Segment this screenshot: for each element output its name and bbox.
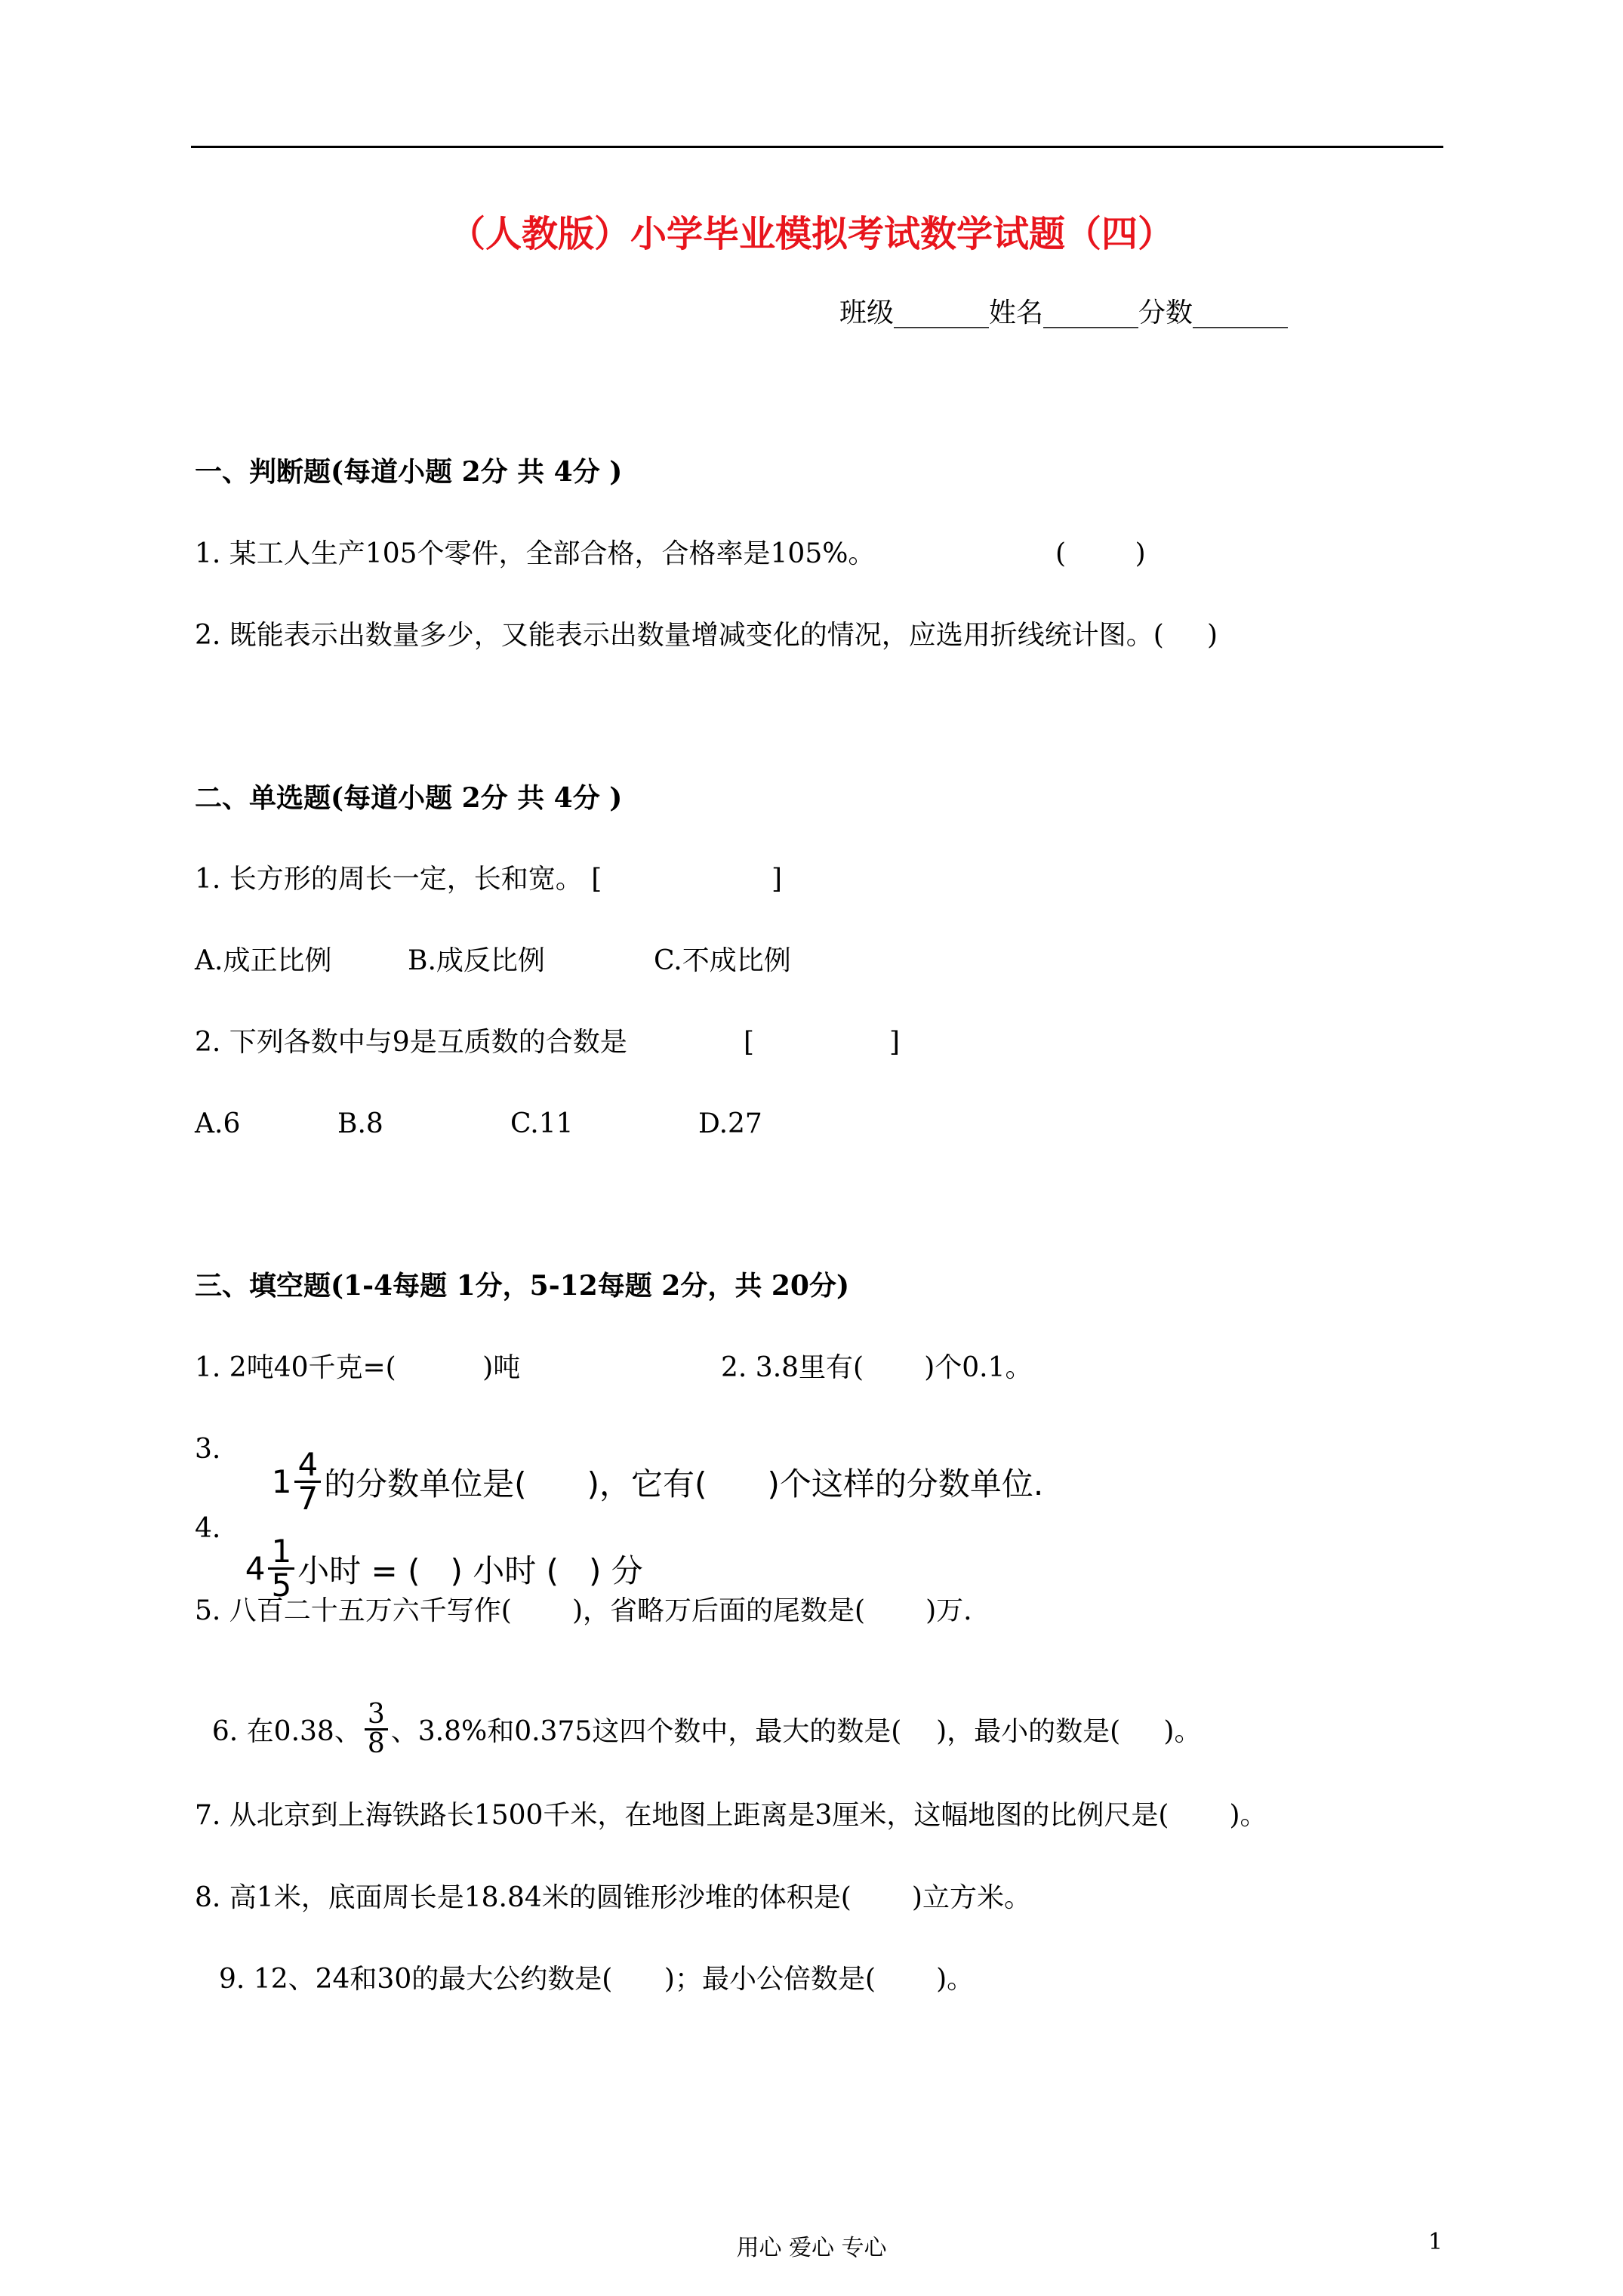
section2-heading: 二、单选题(每道小题 2分 共 4分 ) — [195, 782, 623, 814]
s3-question-3-number: 3. — [195, 1434, 221, 1465]
s3-q4-numerator: 1 — [271, 1533, 292, 1570]
page-title: （人教版）小学毕业模拟考试数学试题（四） — [448, 213, 1174, 255]
s1-question-2: 2. 既能表示出数量多少，又能表示出数量增减变化的情况，应选用折线统计图。( ) — [195, 620, 1218, 651]
s2-q2-option-c[interactable]: C.11 — [510, 1108, 574, 1139]
s2-question-2-close: ] — [889, 1027, 901, 1058]
s2-q2-option-d[interactable]: D.27 — [698, 1108, 762, 1139]
s3-question-4-number: 4. — [195, 1513, 221, 1544]
s3-q6-denominator: 8 — [365, 1728, 388, 1758]
s3-q3-text: 的分数单位是( )，它有( )个这样的分数单位. — [324, 1465, 1044, 1502]
header-fields: 班级_______姓名_______分数_______ — [839, 297, 1289, 328]
page-footer: 用心 爱心 专心 — [736, 2235, 887, 2261]
s2-question-1-close: ] — [771, 864, 783, 895]
s2-question-2-open: [ — [744, 1027, 755, 1058]
s3-q3-whole: 1 — [271, 1463, 292, 1500]
s3-q4-denominator: 5 — [268, 1567, 294, 1601]
s2-q1-option-c[interactable]: C.不成比例 — [654, 945, 791, 976]
s3-q4-fraction — [268, 1533, 294, 1604]
s3-question-1: 1. 2吨40千克=( )吨 — [195, 1352, 521, 1383]
s3-q4-whole: 4 — [245, 1550, 266, 1587]
page-number: 1 — [1428, 2229, 1443, 2255]
section1-heading: 一、判断题(每道小题 2分 共 4分 ) — [195, 456, 623, 488]
s1-question-1: 1. 某工人生产105个零件，全部合格，合格率是105%。 — [195, 538, 876, 569]
s3-question-4 — [225, 1499, 643, 1604]
s3-q6-pre: 6. 在0.38、 — [211, 1716, 362, 1747]
top-rule — [191, 146, 1443, 148]
s3-question-9: 9. 12、24和30的最大公约数是( )；最小公倍数是( )。 — [219, 1964, 975, 1995]
s3-q4-text: 小时 = ( ) 小时 ( ) 分 — [297, 1552, 643, 1589]
s3-question-8: 8. 高1米，底面周长是18.84米的圆锥形沙堆的体积是( )立方米。 — [195, 1882, 1031, 1913]
s3-question-7: 7. 从北京到上海铁路长1500千米，在地图上距离是3厘米，这幅地图的比例尺是( )。 — [195, 1800, 1267, 1831]
s3-q6-numerator: 3 — [367, 1699, 385, 1730]
s2-question-1: 1. 长方形的周长一定，长和宽。 [ — [195, 864, 602, 895]
s2-q1-option-b[interactable]: B.成反比例 — [408, 945, 545, 976]
s3-question-2: 2. 3.8里有( )个0.1。 — [721, 1352, 1033, 1383]
s3-q3-denominator: 7 — [294, 1481, 321, 1515]
s3-question-5: 5. 八百二十五万六千写作( )，省略万后面的尾数是( )万. — [195, 1595, 972, 1626]
s2-q2-option-b[interactable]: B.8 — [337, 1108, 383, 1139]
section3-heading: 三、填空题(1-4每题 1分，5-12每题 2分，共 20分) — [195, 1270, 849, 1302]
s3-q3-numerator: 4 — [297, 1446, 319, 1483]
s2-q2-option-a[interactable]: A.6 — [195, 1108, 241, 1139]
s1-question-1-blank[interactable]: ( ) — [1055, 538, 1146, 569]
s2-q1-option-a[interactable]: A.成正比例 — [195, 945, 332, 976]
s2-question-2: 2. 下列各数中与9是互质数的合数是 — [195, 1027, 627, 1058]
s3-q6-fraction — [365, 1701, 388, 1758]
s3-q6-post: 、3.8%和0.375这四个数中，最大的数是( )，最小的数是( )。 — [390, 1716, 1202, 1747]
s3-question-6 — [195, 1670, 1201, 1758]
